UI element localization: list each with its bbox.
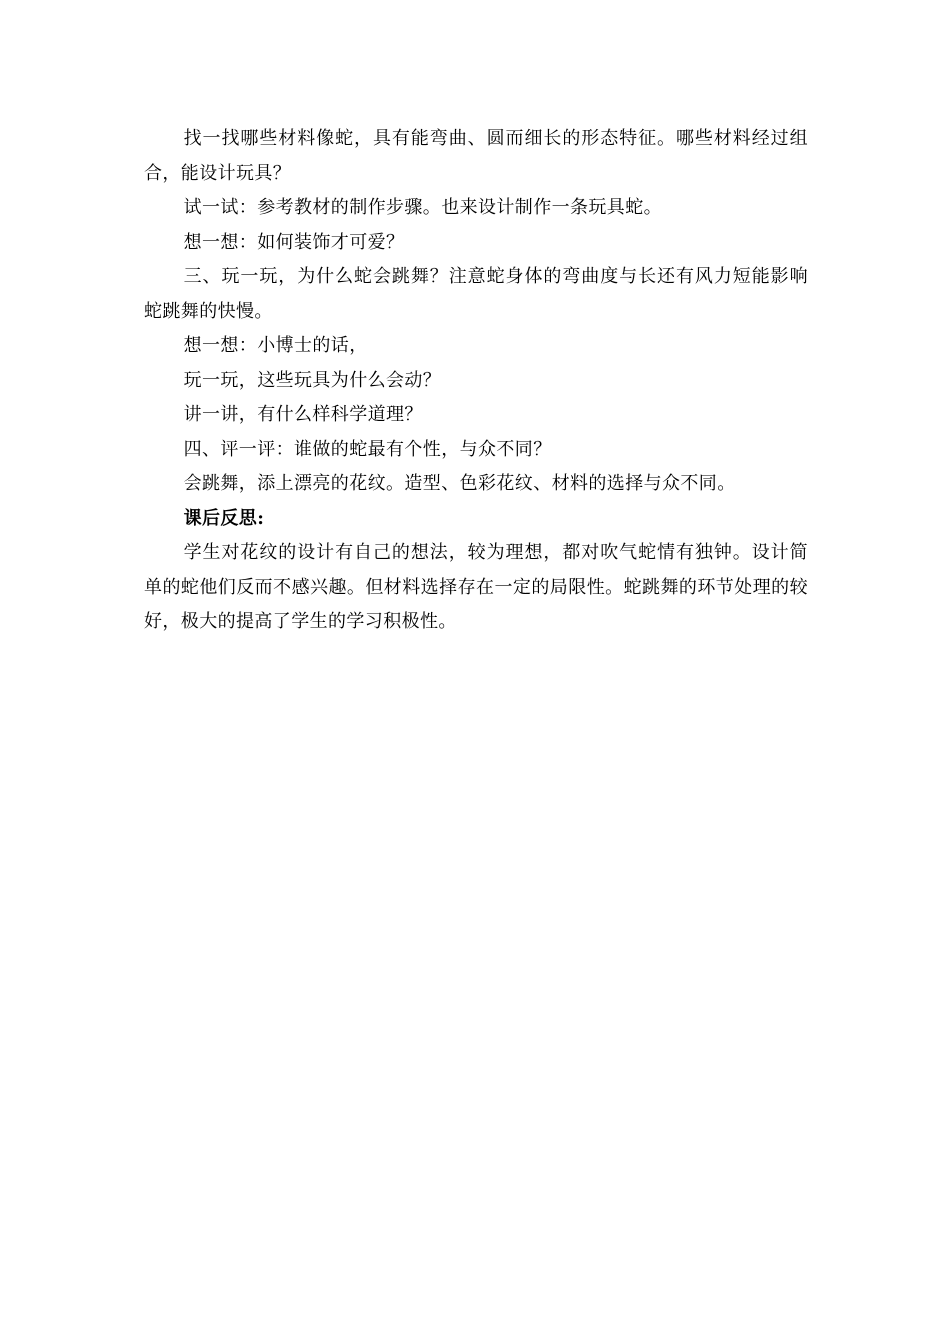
- paragraph-play-dance: 三、玩一玩，为什么蛇会跳舞？注意蛇身体的弯曲度与长还有风力短能影响蛇跳舞的快慢。: [144, 266, 808, 322]
- paragraph-think-doctor: 想一想：小博士的话，: [183, 335, 368, 356]
- paragraph-try: 试一试：参考教材的制作步骤。也来设计制作一条玩具蛇。: [183, 197, 662, 218]
- paragraph-dance-patterns: 会跳舞，添上漂亮的花纹。造型、色彩花纹、材料的选择与众不同。: [183, 473, 736, 494]
- paragraph-think-decorate: 想一想：如何装饰才可爱？: [183, 231, 405, 253]
- paragraph-find-materials: 找一找哪些材料像蛇，具有能弯曲、圆而细长的形态特征。哪些材料经过组合，能设计玩具？: [144, 128, 808, 184]
- paragraph-play-toys: 玩一玩，这些玩具为什么会动？: [183, 369, 442, 391]
- document-body: [144, 122, 808, 640]
- reflection-heading: 课后反思:: [183, 507, 265, 529]
- reflection-text: 学生对花纹的设计有自己的想法，较为理想，都对吹气蛇情有独钟。设计简单的蛇他们反而不感兴趣。但材料选择存在一定的局限性。蛇跳舞的环节处理的较好，极大的提高了学生的学习积极性。: [144, 542, 808, 632]
- paragraph-evaluate: 四、评一评：谁做的蛇最有个性，与众不同？: [183, 438, 552, 460]
- paragraph-explain-science: 讲一讲，有什么样科学道理？: [183, 404, 423, 425]
